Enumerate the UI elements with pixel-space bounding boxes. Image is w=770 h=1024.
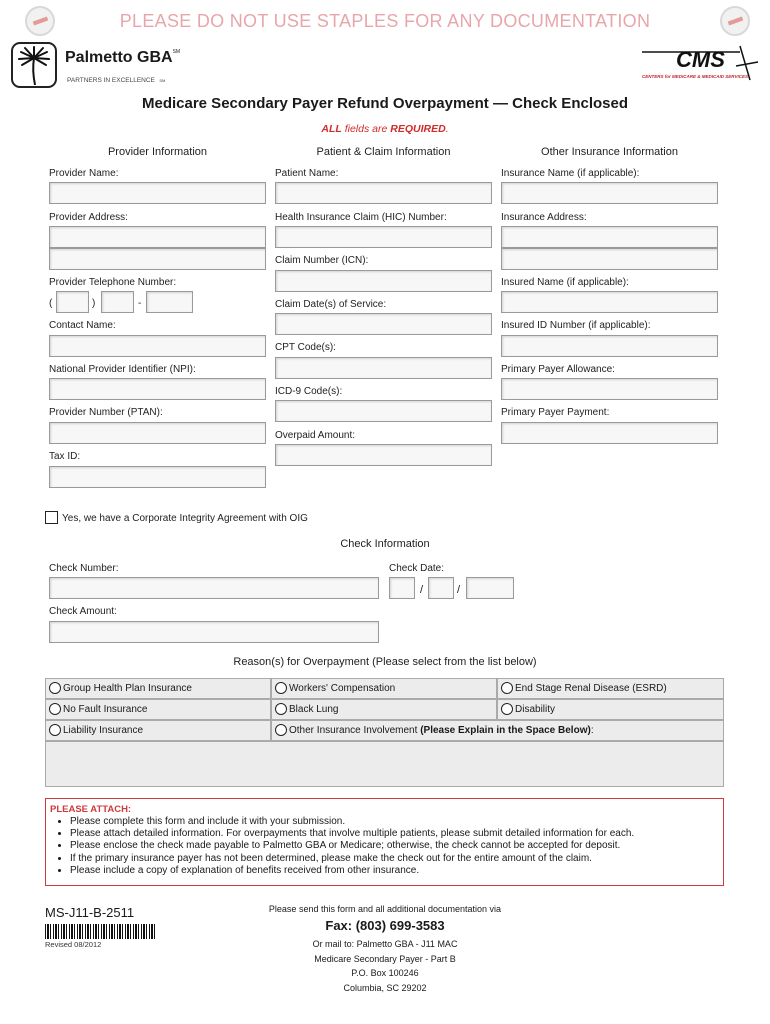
required-word: REQUIRED — [390, 123, 446, 135]
provider-name-field[interactable] — [49, 182, 266, 204]
overpaid-amount-field[interactable] — [275, 444, 492, 466]
provider-heading: Provider Information — [107, 146, 208, 158]
form-title: Medicare Secondary Payer Refund Overpayment — Check Enclosed — [141, 95, 628, 112]
required-note — [0, 123, 770, 135]
cms-logo — [640, 44, 760, 88]
primary-payer-payment-label: Primary Payer Payment: — [501, 407, 610, 418]
reason-label: Liability Insurance — [63, 725, 144, 736]
please-attach-heading: PLEASE ATTACH: — [50, 804, 132, 815]
reason-radio-icon[interactable] — [501, 682, 513, 694]
ptan-field[interactable] — [49, 422, 266, 444]
attach-item: • Please attach detailed information. For overpayments that involve multiple patients, please submit detailed information for each. — [70, 828, 719, 840]
reason-radio-icon[interactable] — [49, 724, 61, 736]
dates-of-service-field[interactable] — [275, 313, 492, 335]
check-number-field[interactable] — [49, 577, 379, 599]
mail-line: Medicare Secondary Payer - Part B — [314, 954, 456, 964]
please-attach-box — [45, 798, 724, 886]
required-end: . — [445, 123, 449, 135]
reason-other-insurance[interactable] — [271, 720, 724, 741]
reason-disability[interactable] — [497, 699, 724, 720]
logo-tagline: PARTNERS IN EXCELLENCE — [67, 77, 155, 84]
form-id: MS-J11-B-2511 — [45, 905, 135, 920]
tax-id-field[interactable] — [49, 466, 266, 488]
provider-address-line1-field[interactable] — [49, 226, 266, 248]
check-number-label: Check Number: — [49, 563, 119, 574]
reason-no-fault[interactable] — [45, 699, 271, 720]
please-attach-list — [50, 816, 719, 877]
provider-address-label: Provider Address: — [49, 212, 128, 223]
phone-prefix-field[interactable] — [101, 291, 134, 313]
logo-name: Palmetto GBA — [65, 49, 173, 66]
reason-group-health-plan[interactable] — [45, 678, 271, 699]
phone-close-paren: ) — [92, 298, 96, 309]
insured-id-field[interactable] — [501, 335, 718, 357]
tax-id-label: Tax ID: — [49, 451, 81, 462]
reason-radio-icon[interactable] — [275, 724, 287, 736]
provider-phone-label: Provider Telephone Number: — [49, 277, 177, 288]
primary-payer-allowance-label: Primary Payer Allowance: — [501, 364, 615, 375]
check-info-heading: Check Information — [340, 538, 430, 550]
icd9-codes-label: ICD-9 Code(s): — [275, 386, 343, 397]
reason-black-lung[interactable] — [271, 699, 497, 720]
attach-item: • Please complete this form and include it with your submission. — [70, 816, 719, 828]
cms-tagline: CENTERS for MEDICARE & MEDICAID SERVICES — [642, 74, 749, 79]
form-barcode — [45, 924, 157, 939]
phone-area-code-field[interactable] — [56, 291, 89, 313]
reason-label: Black Lung — [289, 704, 339, 715]
reason-liability[interactable] — [45, 720, 271, 741]
reason-other-explain: (Please Explain in the Space Below) — [420, 725, 591, 736]
palmetto-tree-icon — [11, 42, 57, 88]
dates-of-service-label: Claim Date(s) of Service: — [275, 299, 387, 310]
mail-line: Or mail to: Palmetto GBA - J11 MAC — [312, 939, 458, 949]
icn-field[interactable] — [275, 270, 492, 292]
fax-number: Fax: (803) 699-3583 — [325, 918, 445, 933]
reason-radio-icon[interactable] — [275, 682, 287, 694]
attach-item: • Please enclose the check made payable to Palmetto GBA or Medicare; otherwise, the check cannot be accepted for deposit. — [70, 840, 719, 852]
other-insurance-heading: Other Insurance Information — [541, 146, 678, 158]
reason-other-colon: : — [590, 725, 594, 736]
contact-name-label: Contact Name: — [49, 320, 116, 331]
insurance-name-field[interactable] — [501, 182, 718, 204]
mail-line: P.O. Box 100246 — [351, 968, 419, 978]
reason-radio-icon[interactable] — [501, 703, 513, 715]
cms-wordmark: CMS — [676, 47, 725, 72]
insurance-address-line2-field[interactable] — [501, 248, 718, 270]
reason-label: Group Health Plan Insurance — [63, 683, 192, 694]
required-mid: fields are — [341, 123, 391, 135]
reason-radio-icon[interactable] — [275, 703, 287, 715]
revised-date: Revised 08/2012 — [45, 940, 102, 949]
attach-item: • If the primary insurance payer has not been determined, please make the check out for the entire amount of the claim. — [70, 853, 719, 865]
reason-label: No Fault Insurance — [63, 704, 148, 715]
reason-radio-icon[interactable] — [49, 682, 61, 694]
cpt-codes-label: CPT Code(s): — [275, 342, 336, 353]
check-date-label: Check Date: — [389, 563, 445, 574]
cia-label: Yes, we have a Corporate Integrity Agreement with OIG — [62, 513, 308, 524]
insurance-address-label: Insurance Address: — [501, 212, 587, 223]
attach-item: • Please include a copy of explanation of benefits received from other insurance. — [70, 865, 719, 877]
primary-payer-allowance-field[interactable] — [501, 378, 718, 400]
check-date-sep-1: / — [420, 584, 424, 596]
patient-name-field[interactable] — [275, 182, 492, 204]
logo-tm: SM — [172, 49, 181, 55]
contact-name-field[interactable] — [49, 335, 266, 357]
check-date-month-field[interactable] — [389, 577, 415, 599]
patient-name-label: Patient Name: — [275, 168, 339, 179]
hic-number-label: Health Insurance Claim (HIC) Number: — [275, 212, 447, 223]
ptan-label: Provider Number (PTAN): — [49, 407, 163, 418]
insured-name-label: Insured Name (if applicable): — [501, 277, 629, 288]
npi-field[interactable] — [49, 378, 266, 400]
insurance-address-line1-field[interactable] — [501, 226, 718, 248]
check-amount-label: Check Amount: — [49, 606, 117, 617]
check-amount-field[interactable] — [49, 621, 379, 643]
required-all: ALL — [321, 123, 342, 135]
insured-name-field[interactable] — [501, 291, 718, 313]
reason-label: Disability — [515, 704, 556, 715]
reasons-heading: Reason(s) for Overpayment (Please select from the list below) — [233, 656, 537, 668]
reason-radio-icon[interactable] — [49, 703, 61, 715]
npi-label: National Provider Identifier (NPI): — [49, 364, 196, 375]
no-staples-banner: PLEASE DO NOT USE STAPLES FOR ANY DOCUMENTATION — [119, 11, 651, 31]
logo-tagline-mark: SM — [159, 78, 166, 83]
send-instructions: Please send this form and all additional documentation via — [268, 904, 502, 914]
hic-number-field[interactable] — [275, 226, 492, 248]
cpt-codes-field[interactable] — [275, 357, 492, 379]
mail-line: Columbia, SC 29202 — [343, 983, 427, 993]
provider-address-line2-field[interactable] — [49, 248, 266, 270]
phone-dash: - — [138, 298, 142, 309]
reason-label: Other Insurance Involvement — [289, 725, 421, 736]
primary-payer-payment-field[interactable] — [501, 422, 718, 444]
patient-heading: Patient & Claim Information — [316, 146, 451, 158]
insured-id-label: Insured ID Number (if applicable): — [501, 320, 651, 331]
phone-open-paren: ( — [49, 298, 53, 309]
icd9-codes-field[interactable] — [275, 400, 492, 422]
reason-label: End Stage Renal Disease (ESRD) — [515, 683, 667, 694]
cia-checkbox[interactable] — [45, 511, 58, 524]
check-date-year-field[interactable] — [466, 577, 514, 599]
check-date-day-field[interactable] — [428, 577, 454, 599]
insurance-name-label: Insurance Name (if applicable): — [501, 168, 640, 179]
overpaid-amount-label: Overpaid Amount: — [275, 430, 356, 441]
provider-name-label: Provider Name: — [49, 168, 119, 179]
phone-line-number-field[interactable] — [146, 291, 193, 313]
reason-workers-compensation[interactable] — [271, 678, 497, 699]
check-date-sep-2: / — [457, 584, 461, 596]
reason-esrd[interactable] — [497, 678, 724, 699]
icn-label: Claim Number (ICN): — [275, 255, 369, 266]
reason-label: Workers' Compensation — [289, 683, 396, 694]
reason-explanation-field[interactable] — [45, 741, 724, 787]
palmetto-logo — [11, 42, 191, 92]
